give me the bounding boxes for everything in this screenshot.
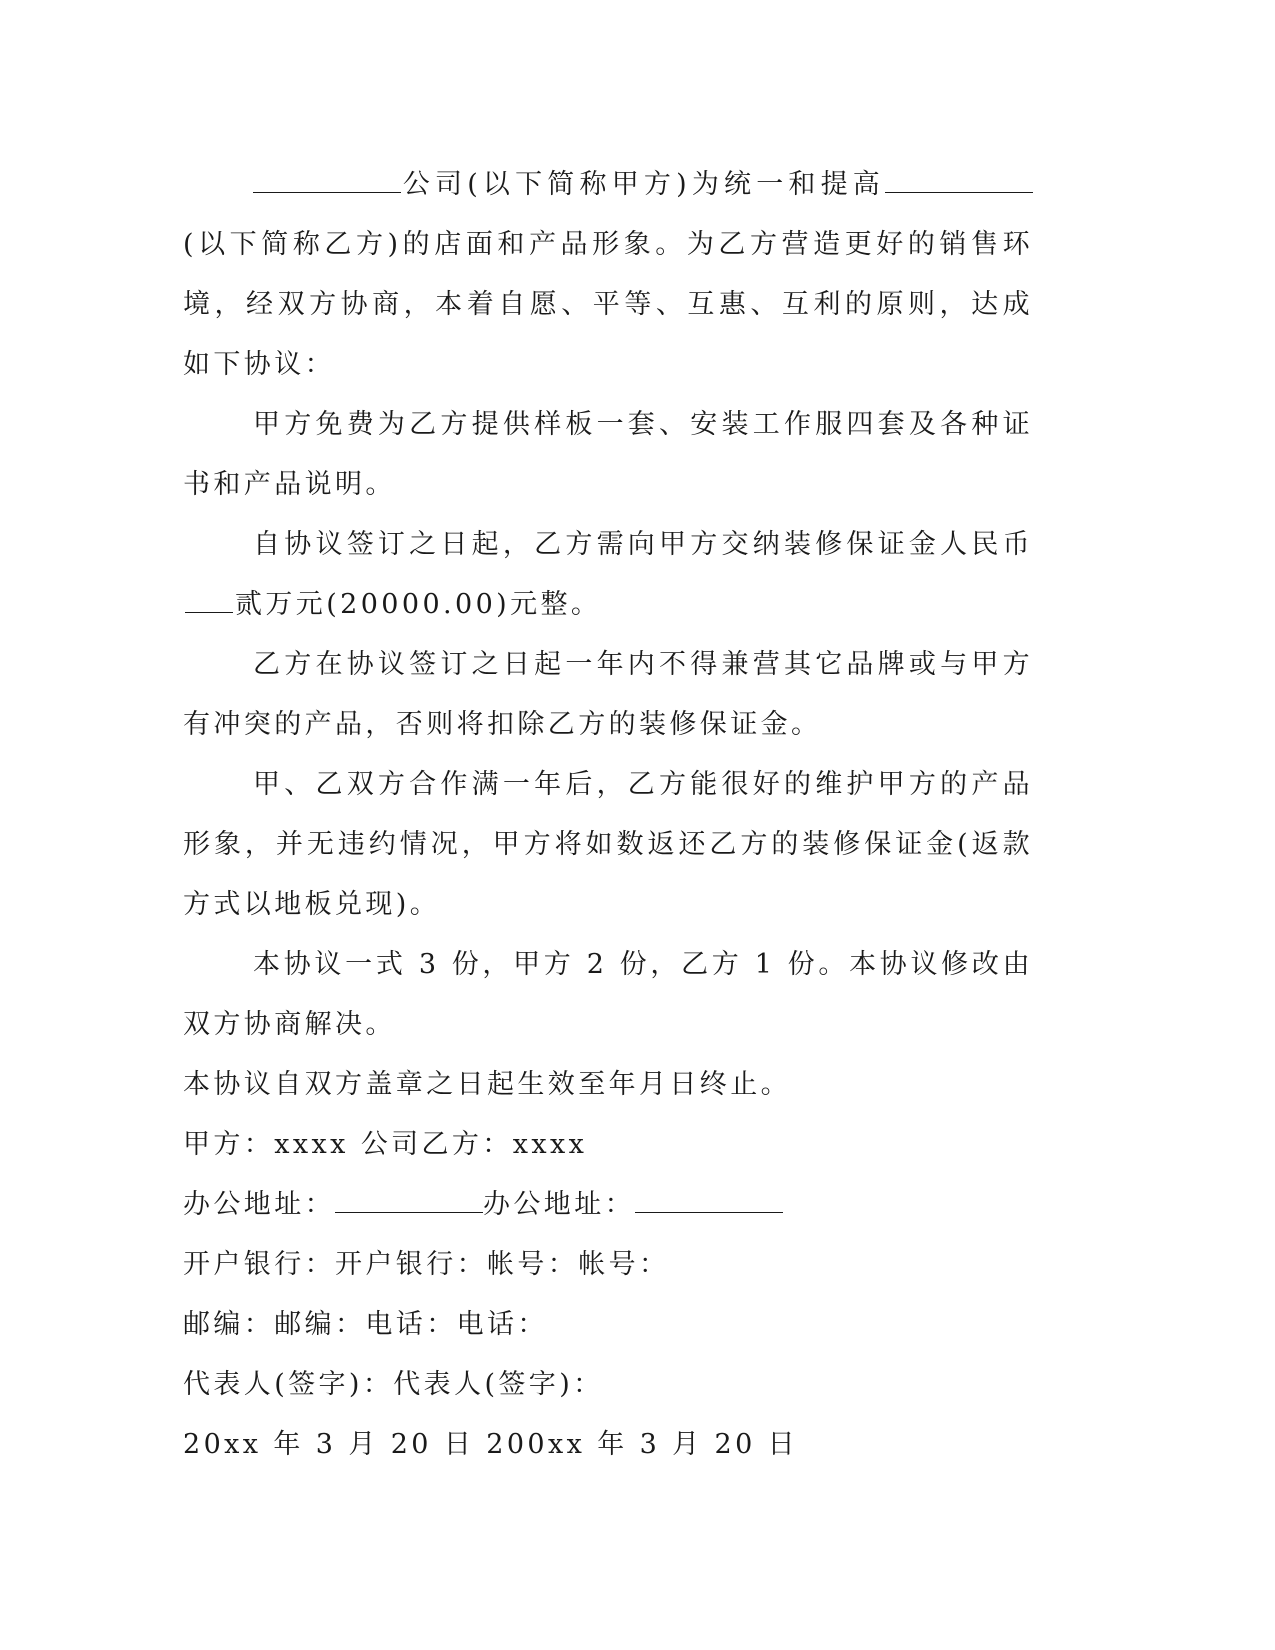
clause-exclusive: 乙方在协议签订之日起一年内不得兼营其它品牌或与甲方有冲突的产品，否则将扣除乙方的装修保证金。 bbox=[183, 649, 1033, 740]
clause-effective: 本协议自双方盖章之日起生效至年月日终止。 bbox=[183, 1069, 791, 1100]
blank-line bbox=[185, 584, 233, 613]
blank-line bbox=[253, 164, 401, 193]
blank-line bbox=[635, 1184, 783, 1213]
date-line: 20xx 年 3 月 20 日 200xx 年 3 月 20 日 bbox=[183, 1429, 799, 1460]
clause-copies: 本协议一式 3 份，甲方 2 份，乙方 1 份。本协议修改由双方协商解决。 bbox=[183, 949, 1033, 1040]
document-body bbox=[183, 155, 1033, 1475]
clause-deposit bbox=[183, 515, 1033, 635]
deposit-text-1: 自协议签订之日起，乙方需向甲方交纳装修保证金人民币 bbox=[253, 529, 1033, 560]
deposit-text-2: 贰万元(20000.00)元整。 bbox=[235, 589, 602, 620]
postcode-line: 邮编：邮编：电话：电话： bbox=[183, 1309, 548, 1340]
clause-refund: 甲、乙双方合作满一年后，乙方能很好的维护甲方的产品形象，并无违约情况，甲方将如数返还乙方的装修保证金(返款方式以地板兑现)。 bbox=[183, 769, 1033, 920]
bank-line: 开户银行：开户银行：帐号：帐号： bbox=[183, 1249, 670, 1280]
address-label-b: 办公地址： bbox=[483, 1189, 635, 1220]
representative-line: 代表人(签字)：代表人(签字)： bbox=[183, 1369, 604, 1400]
address-line bbox=[183, 1175, 1033, 1235]
blank-line bbox=[885, 164, 1033, 193]
intro-text-2: (以下简称乙方)的店面和产品形象。为乙方营造更好的销售环境，经双方协商，本着自愿、平等、互惠、互利的原则，达成如下协议： bbox=[183, 229, 1033, 380]
address-label-a: 办公地址： bbox=[183, 1189, 335, 1220]
clause-samples: 甲方免费为乙方提供样板一套、安装工作服四套及各种证书和产品说明。 bbox=[183, 409, 1033, 500]
blank-line bbox=[335, 1184, 483, 1213]
parties-line: 甲方：xxxx 公司乙方：xxxx bbox=[183, 1129, 588, 1160]
intro-text-1: 公司(以下简称甲方)为统一和提高 bbox=[401, 169, 885, 200]
intro-paragraph bbox=[183, 155, 1033, 395]
